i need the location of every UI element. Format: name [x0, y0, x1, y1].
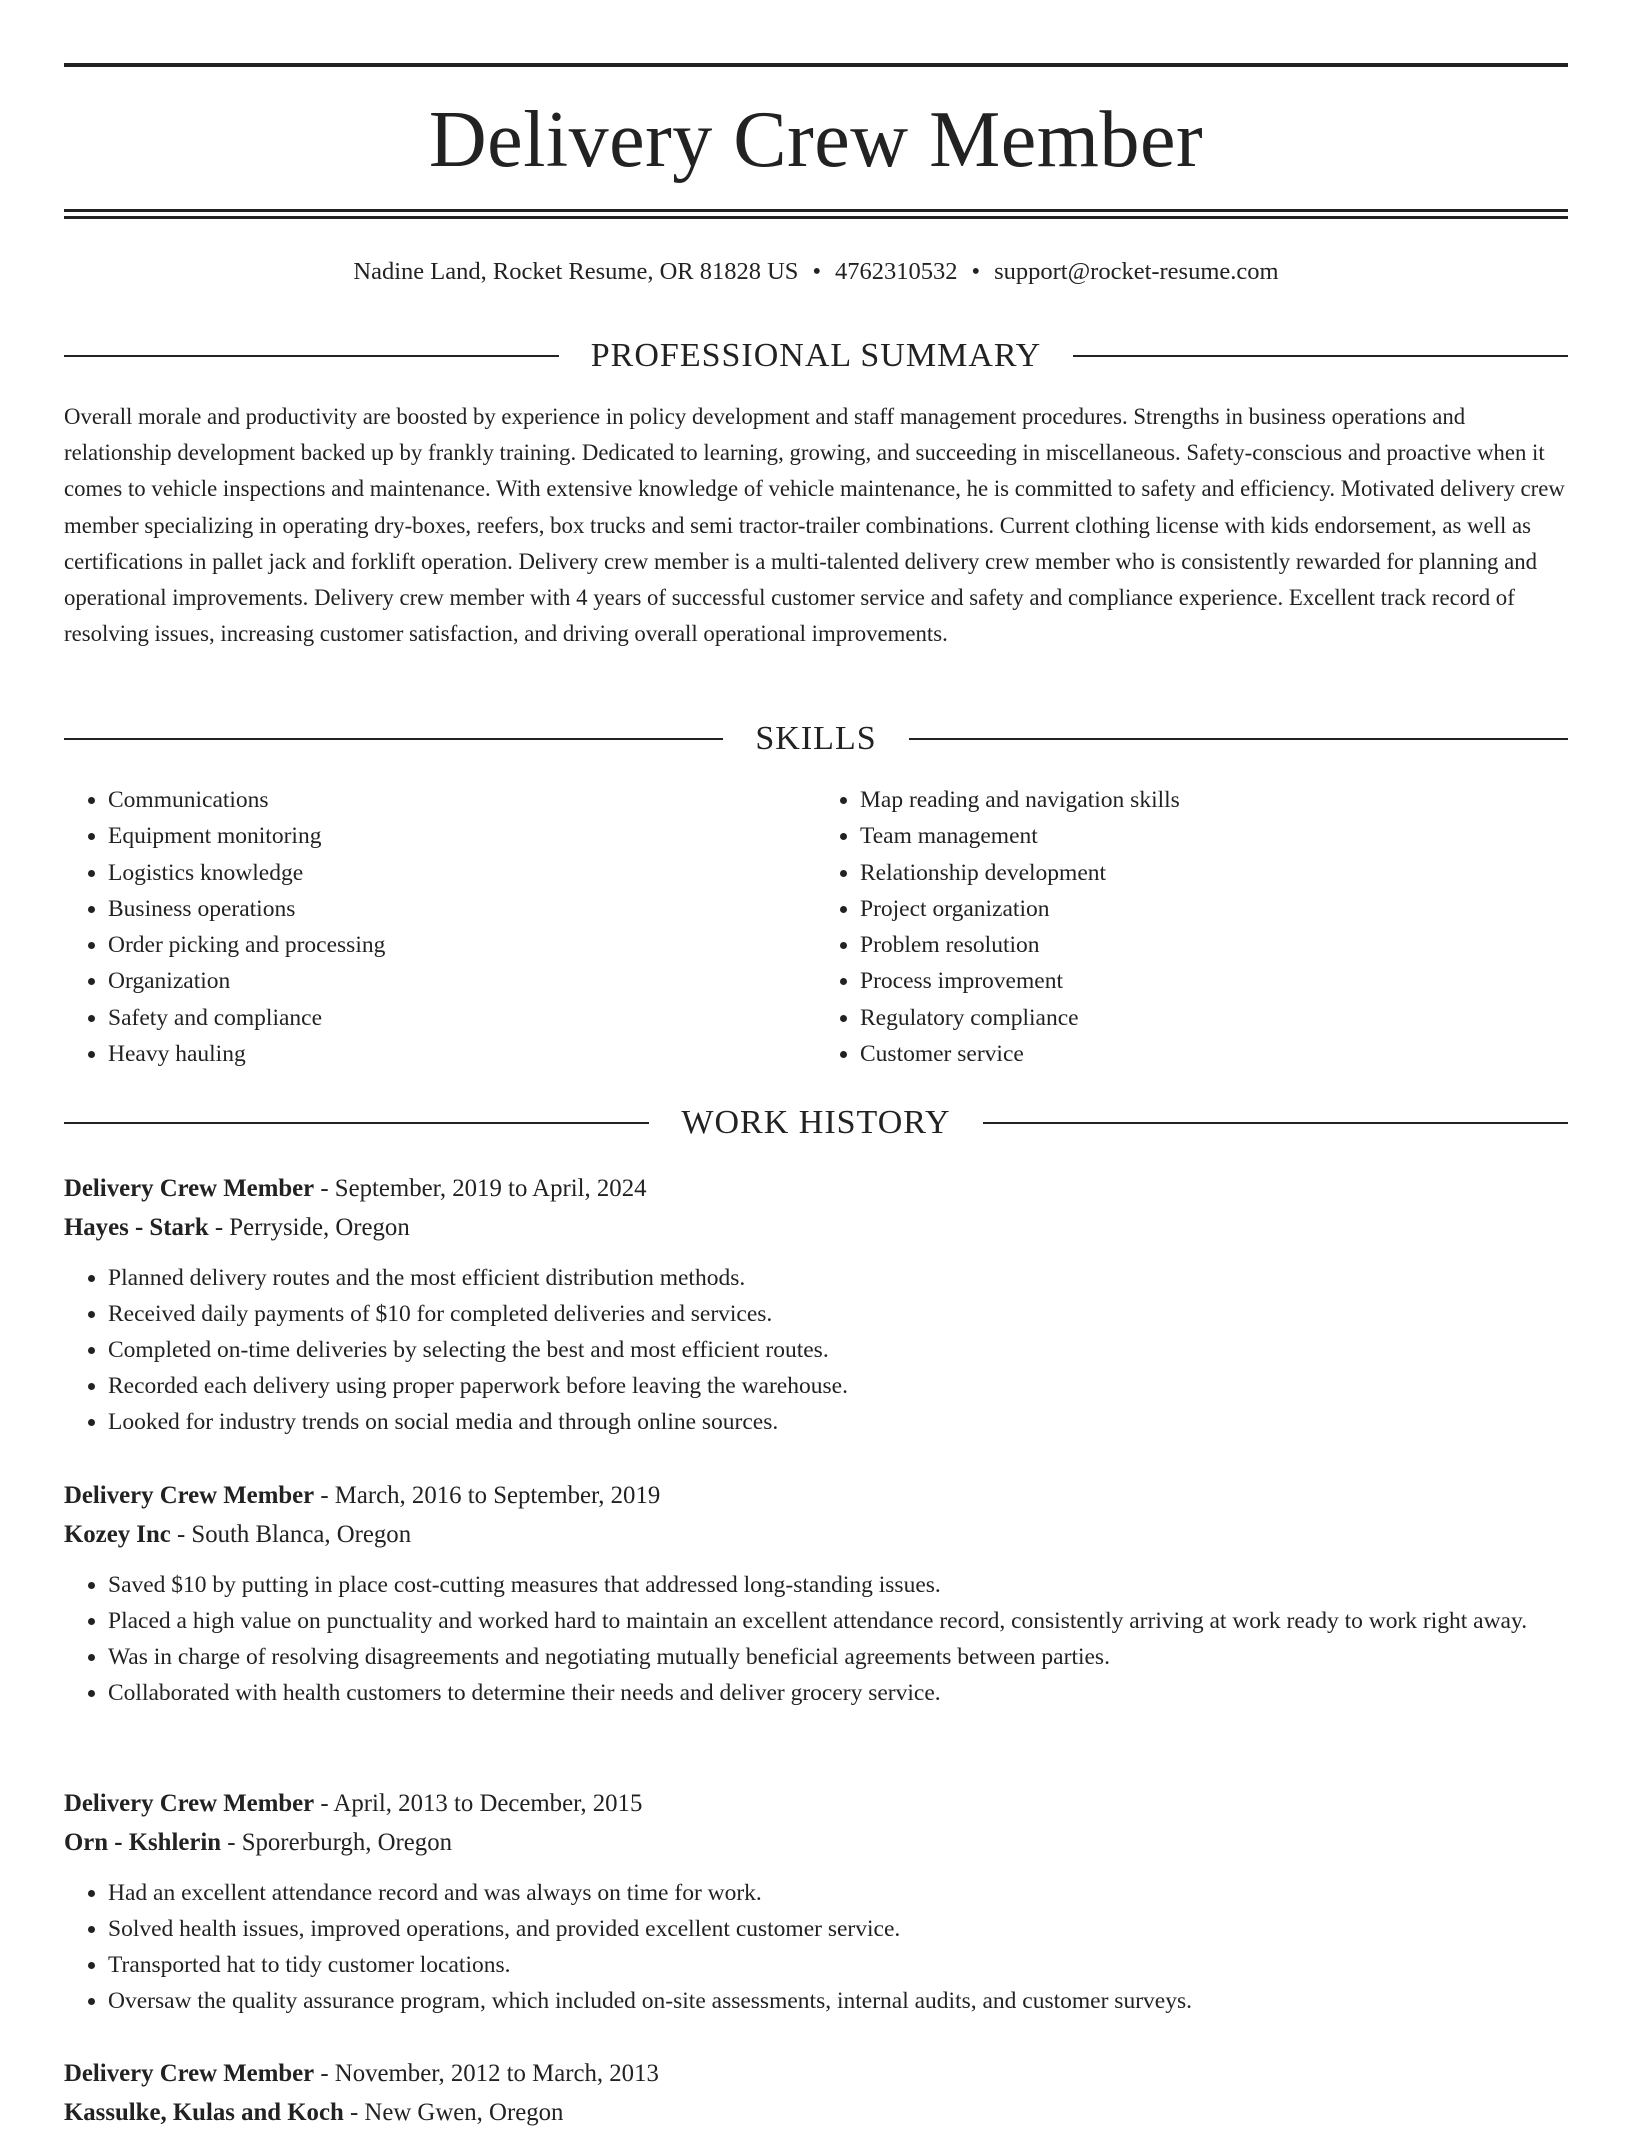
job-entry	[64, 1476, 1568, 1711]
job-company-line	[64, 1208, 1568, 1247]
job-bullets	[64, 1875, 1568, 2019]
skills-columns	[64, 782, 1568, 1072]
skill-item: • Order picking and processing	[108, 927, 816, 963]
skill-item: • Logistics knowledge	[108, 855, 816, 891]
skill-item: • Organization	[108, 963, 816, 999]
skill-item: • Business operations	[108, 891, 816, 927]
title-rule-upper	[64, 209, 1568, 212]
job-bullet: • Received daily payments of $10 for completed deliveries and services.	[108, 1296, 1568, 1332]
job-location: - Sporerburgh, Oregon	[221, 1829, 452, 1856]
skill-item: • Safety and compliance	[108, 1000, 816, 1036]
job-bullet: • Transported hat to tidy customer locations.	[108, 1947, 1568, 1983]
job-bullet: • Looked for industry trends on social media and through online sources.	[108, 1404, 1568, 1440]
job-company: Hayes - Stark	[64, 1214, 209, 1241]
skills-list-left	[64, 782, 816, 1072]
job-bullet: • Placed a high value on punctuality and worked hard to maintain an excellent attendance record, consistently arriving at work ready to work right away.	[108, 1603, 1568, 1639]
skill-item: • Customer service	[860, 1036, 1568, 1072]
job-location: - New Gwen, Oregon	[343, 2099, 564, 2126]
skills-list-right	[816, 782, 1568, 1072]
contact-line	[64, 254, 1568, 290]
skill-item: • Relationship development	[860, 855, 1568, 891]
job-company-line	[64, 2093, 1568, 2132]
job-title: Delivery Crew Member	[64, 2060, 315, 2087]
job-bullet: • Had an excellent attendance record and was always on time for work.	[108, 1875, 1568, 1911]
skill-item: • Equipment monitoring	[108, 818, 816, 854]
page-title: Delivery Crew Member	[428, 96, 1204, 184]
job-location: - Perryside, Oregon	[208, 1214, 410, 1241]
job-company-line	[64, 1823, 1568, 1862]
heading-rule-left	[64, 1122, 649, 1124]
job-bullets	[64, 1567, 1568, 1711]
job-bullet: • Planned delivery routes and the most efficient distribution methods.	[108, 1260, 1568, 1296]
job-dates: - March, 2016 to September, 2019	[314, 1482, 661, 1509]
skill-item: • Communications	[108, 782, 816, 818]
job-entry	[64, 1784, 1568, 2019]
job-entry	[64, 2054, 1568, 2132]
job-company: Kozey Inc	[64, 1521, 171, 1548]
job-bullet: • Oversaw the quality assurance program, which included on-site assessments, internal audits, and customer surveys.	[108, 1983, 1568, 2019]
skill-item: • Project organization	[860, 891, 1568, 927]
contact-separator: •	[971, 258, 981, 285]
job-company: Kassulke, Kulas and Koch	[64, 2099, 344, 2126]
section-title-skills: SKILLS	[755, 720, 877, 757]
job-bullet: • Saved $10 by putting in place cost-cutting measures that addressed long-standing issues.	[108, 1567, 1568, 1603]
job-title-line	[64, 1169, 1568, 1208]
job-title-line	[64, 2054, 1568, 2093]
heading-rule-left	[64, 355, 559, 357]
heading-rule-left	[64, 738, 723, 740]
skill-item: • Map reading and navigation skills	[860, 782, 1568, 818]
section-heading-work	[64, 1101, 1568, 1145]
summary-text: Overall morale and productivity are boosted by experience in policy development and staff management procedures. Strengths in business operations and relationship development backed up by frankly training. Dedicated to learning, growing, and succeeding in miscellaneous. Safety-conscious and proactive when it comes to vehicle inspections and maintenance. With extensive knowledge of vehicle maintenance, he is committed to safety and efficiency. Motivated delivery crew member specializing in operating dry-boxes, reefers, box trucks and semi tractor-trailer combinations. Current clothing license with kids endorsement, as well as certifications in pallet jack and forklift operation. Delivery crew member is a multi-talented delivery crew member who is consistently rewarded for planning and operational improvements. Delivery crew member with 4 years of successful customer service and safety and compliance experience. Excellent track record of resolving issues, increasing customer satisfaction, and driving overall operational improvements.	[64, 404, 1565, 647]
job-title-line	[64, 1784, 1568, 1823]
skill-item: • Heavy hauling	[108, 1036, 816, 1072]
job-dates: - April, 2013 to December, 2015	[314, 1790, 643, 1817]
job-dates: - September, 2019 to April, 2024	[314, 1175, 647, 1202]
job-title: Delivery Crew Member	[64, 1175, 315, 1202]
section-heading-skills	[64, 717, 1568, 761]
job-bullet: • Was in charge of resolving disagreements and negotiating mutually beneficial agreements between parties.	[108, 1639, 1568, 1675]
job-bullet: • Completed on-time deliveries by selecting the best and most efficient routes.	[108, 1332, 1568, 1368]
job-bullet: • Solved health issues, improved operations, and provided excellent customer service.	[108, 1911, 1568, 1947]
job-title-line	[64, 1476, 1568, 1515]
contact-email: support@rocket-resume.com	[994, 258, 1279, 285]
job-title: Delivery Crew Member	[64, 1790, 315, 1817]
skill-item: • Team management	[860, 818, 1568, 854]
job-entry	[64, 1169, 1568, 1440]
section-title-work: WORK HISTORY	[681, 1104, 951, 1141]
job-bullets	[64, 1260, 1568, 1440]
job-bullet: • Recorded each delivery using proper paperwork before leaving the warehouse.	[108, 1368, 1568, 1404]
job-bullet: • Collaborated with health customers to determine their needs and deliver grocery service.	[108, 1675, 1568, 1711]
section-heading-summary	[64, 334, 1568, 378]
job-location: - South Blanca, Oregon	[170, 1521, 412, 1548]
contact-separator: •	[812, 258, 822, 285]
skill-item: • Problem resolution	[860, 927, 1568, 963]
heading-rule-right	[1073, 355, 1568, 357]
job-company: Orn - Kshlerin	[64, 1829, 222, 1856]
skill-item: • Regulatory compliance	[860, 1000, 1568, 1036]
contact-phone: 4762310532	[835, 258, 958, 285]
heading-rule-right	[909, 738, 1568, 740]
contact-address: Nadine Land, Rocket Resume, OR 81828 US	[353, 258, 799, 285]
job-dates: - November, 2012 to March, 2013	[314, 2060, 659, 2087]
section-title-summary: PROFESSIONAL SUMMARY	[590, 337, 1042, 374]
job-title: Delivery Crew Member	[64, 1482, 315, 1509]
skill-item: • Process improvement	[860, 963, 1568, 999]
job-company-line	[64, 1515, 1568, 1554]
heading-rule-right	[983, 1122, 1568, 1124]
title-rule-lower	[64, 216, 1568, 219]
top-rule	[64, 63, 1568, 67]
